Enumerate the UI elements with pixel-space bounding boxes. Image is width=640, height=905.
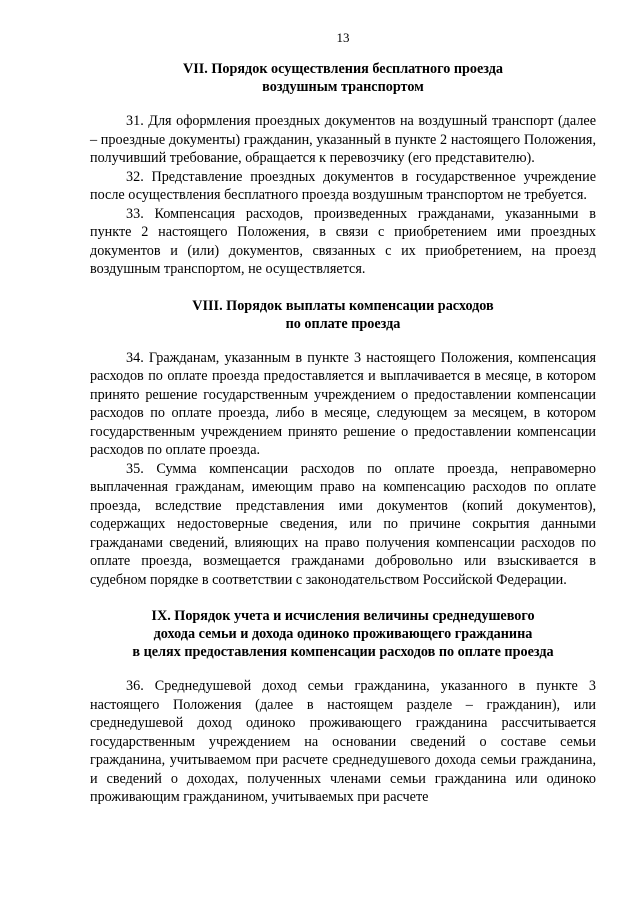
heading-line: воздушным транспортом [262, 79, 424, 95]
section-heading-viii [90, 297, 596, 333]
section-heading-ix [90, 607, 596, 661]
heading-line: IX. Порядок учета и исчисления величины среднедушевого [151, 608, 535, 624]
paragraph-31: 31. Для оформления проездных документов на воздушный транспорт (далее – проездные документы) гражданин, указанный в пункте 2 настоящего Положения, получивший требование, обращается к перевозчику (его представителю). [90, 113, 596, 166]
paragraph-36: 36. Среднедушевой доход семьи гражданина, указанного в пункте 3 настоящего Положения (далее в настоящем разделе – гражданин), или среднедушевой доход одиноко проживающего гражданина рассчитывается государственным учреждением на основании сведений о составе семьи гражданина, учитываемом при расчете среднедушевого дохода семьи гражданина, и сведений о доходах, полученных членами семьи гражданина или одиноко проживающим гражданином, учитываемых при расчете [90, 678, 596, 805]
heading-line: дохода семьи и дохода одиноко проживающего гражданина [153, 626, 533, 642]
heading-line: VII. Порядок осуществления бесплатного проезда [182, 61, 504, 77]
heading-line: по оплате проезда [285, 315, 401, 332]
heading-line: VIII. Порядок выплаты компенсации расходов [192, 297, 494, 314]
heading-line: в целях предоставления компенсации расходов по оплате проезда [132, 644, 554, 660]
paragraph-35: 35. Сумма компенсации расходов по оплате проезда, неправомерно выплаченная гражданам, имеющим право на компенсацию расходов по оплате проезда, вследствие представления ими документов (копий документов), содержащих недостоверные сведения, или по причине сокрытия данными гражданами сведений, влияющих на право получения компенсации расходов по оплате проезда, возмещается гражданами добровольно или взыскивается в судебном порядке в соответствии с законодательством Российской Федерации. [90, 460, 596, 588]
document-page [90, 30, 596, 807]
page-number: 13 [336, 30, 350, 45]
paragraph-34: 34. Гражданам, указанным в пункте 3 настоящего Положения, компенсация расходов по оплате проезда предоставляется и выплачивается в месяце, в котором принято решение государственным учреждением о предоставлении компенсации расходов по оплате проезда, либо в месяце, следующем за месяцем, в котором государственным учреждением принято решение о предоставлении компенсации расходов по оплате проезда. [90, 349, 596, 458]
paragraph-32: 32. Представление проездных документов в государственное учреждение после осуществления бесплатного проезда воздушным транспортом не требуется. [90, 168, 596, 203]
section-heading-vii [90, 60, 596, 96]
paragraph-33: 33. Компенсация расходов, произведенных гражданами, указанными в пункте 2 настоящего Положения, в связи с приобретением ими проездных документов и (или) документов, связанных с их приобретением, на проезд воздушным транспортом, не осуществляется. [90, 205, 596, 277]
